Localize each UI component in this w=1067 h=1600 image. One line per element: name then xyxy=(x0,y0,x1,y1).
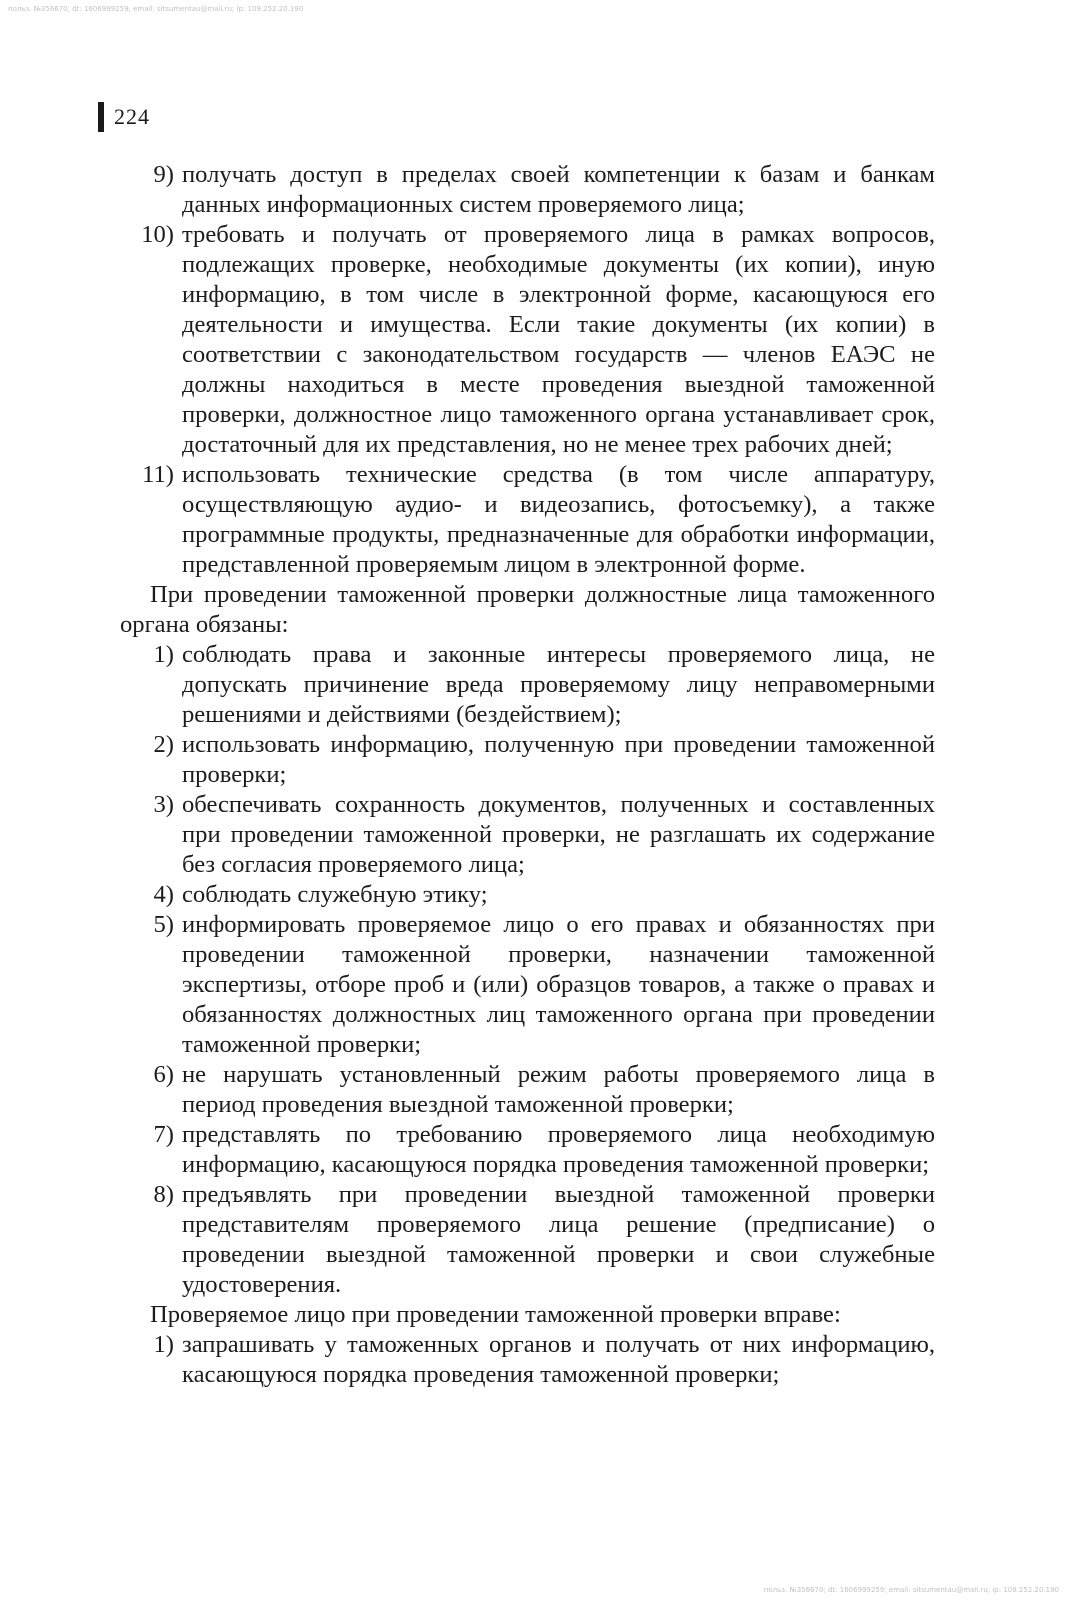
list-item xyxy=(120,790,935,880)
list-item-text: требовать и получать от проверяемого лица в рамках вопросов, подлежащих проверке, необходимые документы (их копии), иную информацию, в том числе в электронной форме, касающуюся его деятельности и имущества. Если такие документы (их копии) в соответствии с законодательством государств — членов ЕАЭС не должны находиться в месте проведения выездной таможенной проверки, должностное лицо таможенного органа устанавливает срок, достаточный для их представления, но не менее трех рабочих дней; xyxy=(182,221,935,458)
list-item-number: 1) xyxy=(153,1331,174,1358)
watermark-bottom: польз. №356670; dt: 1606999259; email: sitsumentau@mail.ru; ip: 109.252.20.190 xyxy=(763,1586,1059,1594)
list-item-number: 3) xyxy=(153,791,174,818)
list-item-number: 9) xyxy=(153,161,174,188)
list-item xyxy=(120,910,935,1060)
list-item xyxy=(120,1330,935,1390)
list-item-text: предъявлять при проведении выездной таможенной проверки представителям проверяемого лица решение (предписание) о проведении выездной таможенной проверки и свои служебные удостоверения. xyxy=(182,1181,935,1298)
list-item-number: 4) xyxy=(153,881,174,908)
list-item xyxy=(120,460,935,580)
list-item xyxy=(120,880,935,910)
list-item xyxy=(120,1120,935,1180)
page-number: 224 xyxy=(114,104,150,129)
watermark-top: польз. №356670; dt: 1606999259; email: sitsumentau@mail.ru; ip: 109.252.20.190 xyxy=(8,5,304,13)
list-item-text: запрашивать у таможенных органов и получать от них информацию, касающуюся порядка проведения таможенной проверки; xyxy=(182,1331,935,1388)
list-item-number: 6) xyxy=(153,1061,174,1088)
list-item-text: получать доступ в пределах своей компетенции к базам и банкам данных информационных систем проверяемого лица; xyxy=(182,161,935,218)
inspector-obligations-list xyxy=(120,640,935,1300)
inspected-rights-list xyxy=(120,1330,935,1390)
paragraph-rights-intro: Проверяемое лицо при проведении таможенной проверки вправе: xyxy=(150,1301,841,1328)
list-item-text: обеспечивать сохранность документов, полученных и составленных при проведении таможенной проверки, не разглашать их содержание без согласия проверяемого лица; xyxy=(182,791,935,878)
list-item-text: информировать проверяемое лицо о его правах и обязанностях при проведении таможенной проверки, назначении таможенной экспертизы, отборе проб и (или) образцов товаров, а также о правах и обязанностях должностных лиц таможенного органа при проведении таможенной проверки; xyxy=(182,911,935,1058)
list-item-text: представлять по требованию проверяемого лица необходимую информацию, касающуюся порядка проведения таможенной проверки; xyxy=(182,1121,935,1178)
paragraph-obligations-intro: При проведении таможенной проверки должностные лица таможенного органа обязаны: xyxy=(120,581,935,638)
list-item-number: 11) xyxy=(142,461,174,488)
list-item-text: соблюдать права и законные интересы проверяемого лица, не допускать причинение вреда проверяемому лицу неправомерными решениями и действиями (бездействием); xyxy=(182,641,935,728)
page-number-block xyxy=(98,102,150,132)
inspector-rights-list xyxy=(120,160,935,580)
list-item-text: не нарушать установленный режим работы проверяемого лица в период проведения выездной таможенной проверки; xyxy=(182,1061,935,1118)
list-item xyxy=(120,640,935,730)
page-number-bar xyxy=(98,102,104,132)
list-item xyxy=(120,160,935,220)
list-item-number: 8) xyxy=(153,1181,174,1208)
list-item xyxy=(120,1180,935,1300)
page-body xyxy=(120,160,935,1390)
list-item-number: 10) xyxy=(141,221,174,248)
list-item-number: 7) xyxy=(153,1121,174,1148)
list-item xyxy=(120,220,935,460)
list-item xyxy=(120,730,935,790)
list-item-number: 1) xyxy=(153,641,174,668)
list-item-text: использовать технические средства (в том числе аппаратуру, осуществляющую аудио- и видеозапись, фотосъемку), а также программные продукты, предназначенные для обработки информации, представленной проверяемым лицом в электронной форме. xyxy=(182,461,935,578)
list-item-text: использовать информацию, полученную при проведении таможенной проверки; xyxy=(182,731,935,788)
list-item xyxy=(120,1060,935,1120)
list-item-number: 2) xyxy=(153,731,174,758)
list-item-text: соблюдать служебную этику; xyxy=(182,881,488,908)
list-item-number: 5) xyxy=(153,911,174,938)
